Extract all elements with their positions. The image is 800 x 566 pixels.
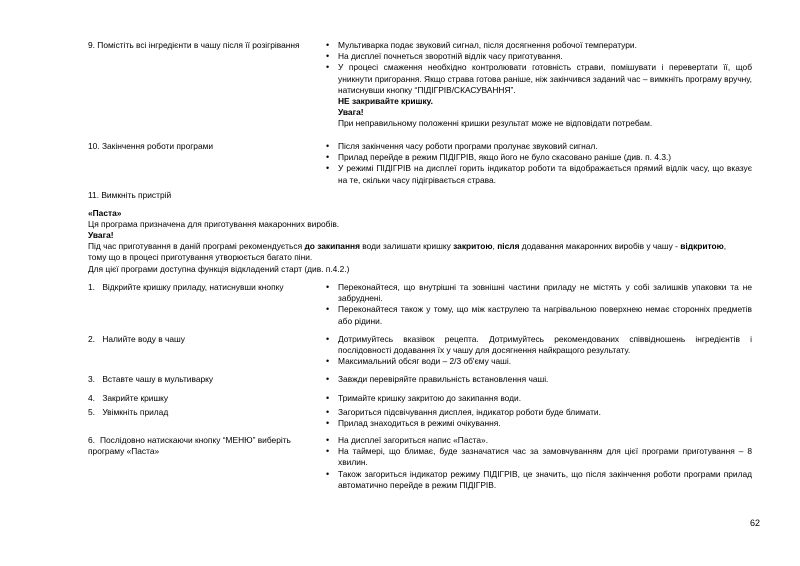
page-number: 62 bbox=[749, 518, 760, 528]
list-item: • У режимі ПІДІГРІВ на дисплеї горить індикатор роботи та відображається прямий відлік часу, що вказує на те, скільки часу підігрівається страва. bbox=[326, 163, 752, 185]
pasta-step-5-label: Увімкніть прилад bbox=[102, 407, 169, 417]
pasta-delayed-start: Для цієї програми доступна функція відкладений старт (див. п.4.2.) bbox=[88, 264, 350, 274]
list-item: • Максимальний обсяг води – 2/3 об'єму чаші. bbox=[326, 356, 512, 367]
pasta-intro: Ця програма призначена для приготування макаронних виробів. bbox=[88, 219, 340, 229]
list-item: • Також загориться індикатор режиму ПІДІГРІВ, це значить, що після закінчення роботи програми прилад автоматично перейде в режим ПІДІГРІВ. bbox=[326, 468, 752, 490]
bullet-icon: • bbox=[326, 152, 330, 163]
list-item: • Прилад перейде в режим ПІДІГРІВ, якщо його не було скасовано раніше (див. п. 4.3.) bbox=[326, 152, 672, 163]
bullet-icon: • bbox=[326, 163, 330, 174]
pasta-warning-text-2: тому що в процесі приготування утворюється багато піни. bbox=[88, 252, 313, 262]
list-item: • На дисплеї почнеться зворотній відлік часу приготування. bbox=[326, 51, 563, 62]
pasta-step-4-row: 4. Закрийте кришку • Тримайте кришку закритою до закипання води. bbox=[88, 393, 752, 404]
step-9-bullets bbox=[326, 40, 752, 96]
list-item: • Завжди перевіряйте правильність встановлення чаші. bbox=[326, 374, 549, 384]
step-10-bullets bbox=[326, 141, 752, 186]
step-10-label: 10. Закінчення роботи програми bbox=[88, 141, 214, 151]
attention-label: Увага! bbox=[338, 107, 364, 118]
pasta-step-1-label: Відкрийте кришку приладу, натиснувши кнопку bbox=[102, 282, 284, 292]
pasta-step-6-label: Послідовно натискаючи кнопку “МЕНЮ” виберіть програму «Паста» bbox=[88, 435, 291, 457]
bullet-icon: • bbox=[326, 446, 330, 457]
no-close-lid-note: НЕ закривайте кришку. bbox=[338, 96, 433, 107]
step-9-row bbox=[88, 40, 752, 130]
bullet-icon: • bbox=[326, 435, 330, 445]
lid-position-note: При неправильному положенні кришки результат може не відповідати потребам. bbox=[338, 118, 653, 129]
bullet-icon: • bbox=[326, 468, 330, 479]
pasta-step-2-row: 2. Налийте воду в чашу • Дотримуйтесь вказівок рецепта. Дотримуйтесь рекомендованих співвідношень інгредієнтів і послідовності додавання їх у чашу для досягнення найкращого результату. • Максимальний обсяг води – 2/3 об'єму чаші. bbox=[88, 334, 752, 367]
list-item: • На таймері, що блимає, буде зазначатися час за замовчуванням для цієї програми приготування – 8 хвилин. bbox=[326, 446, 752, 468]
bullet-icon: • bbox=[326, 356, 330, 367]
bullet-icon: • bbox=[326, 282, 330, 292]
step-10-row bbox=[88, 141, 752, 186]
pasta-step-5-row: 5. Увімкніть прилад • Загориться підсвічування дисплея, індикатор роботи буде блимати. • Прилад знаходиться в режимі очікування. bbox=[88, 407, 752, 429]
pasta-warning-text: Під час приготування в даній програмі рекомендується до закипання води залишати кришку закритою, після додавання макаронних виробів у чашу - відкритою, bbox=[88, 241, 727, 251]
list-item: • Переконайтеся, що внутрішні та зовнішні частини приладу не містять у собі залишків упаковки та не забруднені. bbox=[326, 282, 752, 304]
bullet-icon: • bbox=[326, 334, 330, 344]
bullet-icon: • bbox=[326, 418, 330, 429]
step-11-label: 11. Вимкніть пристрій bbox=[88, 190, 172, 200]
list-item: • У процесі смаження необхідно контролювати готовність страви, помішувати і перевертати її, щоб уникнути пригорання. Якщо страва готова раніше, ніж закінчився заданий час – вимкніть програму вручну, натиснувши кнопку “ПІДІГРІВ/СКАСУВАННЯ”. bbox=[326, 62, 752, 95]
bullet-icon: • bbox=[326, 51, 330, 62]
pasta-step-2-label: Налийте воду в чашу bbox=[102, 334, 185, 344]
list-item: • Тримайте кришку закритою до закипання води. bbox=[326, 393, 522, 403]
pasta-step-3-label: Вставте чашу в мультиварку bbox=[102, 374, 214, 384]
bullet-icon: • bbox=[326, 407, 330, 417]
bullet-icon: • bbox=[326, 141, 330, 151]
list-item: • Дотримуйтесь вказівок рецепта. Дотримуйтесь рекомендованих співвідношень інгредієнтів і послідовності додавання їх у чашу для досягнення найкращого результату. bbox=[326, 334, 752, 356]
pasta-step-3-row: 3. Вставте чашу в мультиварку • Завжди перевіряйте правильність встановлення чаші. bbox=[88, 374, 752, 385]
pasta-warning-label: Увага! bbox=[88, 230, 114, 240]
bullet-icon: • bbox=[326, 374, 330, 384]
pasta-step-1-row: 1. Відкрийте кришку приладу, натиснувши кнопку • Переконайтеся, що внутрішні та зовнішні частини приладу не містять у собі залишків упаковки та не забруднені. • Переконайтеся також у тому, що між каструлею та нагрівальною поверхнею немає сторонніх предметів або рідини. bbox=[88, 282, 752, 326]
bullet-icon: • bbox=[326, 304, 330, 315]
pasta-title: «Паста» bbox=[88, 208, 122, 218]
pasta-step-4-label: Закрийте кришку bbox=[102, 393, 169, 403]
pasta-step-6-row: 6. Послідовно натискаючи кнопку “МЕНЮ” виберіть програму «Паста» • На дисплеї загориться напис «Паста». • На таймері, що блимає, буде зазначатися час за замовчуванням для цієї програми приготування – 8 хвилин. • Також загориться індикатор режиму ПІДІГРІВ, це значить, що після закінчення роботи програми прилад автоматично перейде в режим ПІДІГРІВ. bbox=[88, 435, 752, 490]
step-11-row bbox=[88, 190, 752, 201]
list-item: • Переконайтеся також у тому, що між каструлею та нагрівальною поверхнею немає сторонніх предметів або рідини. bbox=[326, 304, 752, 326]
list-item: • На дисплеї загориться напис «Паста». bbox=[326, 435, 489, 445]
list-item: • Мультиварка подає звуковий сигнал, після досягнення робочої температури. bbox=[326, 40, 637, 50]
step-9-label: 9. Помістіть всі інгредієнти в чашу після її розігрівання bbox=[88, 40, 300, 50]
list-item: • Після закінчення часу роботи програми пролунає звуковий сигнал. bbox=[326, 141, 598, 151]
list-item: • Прилад знаходиться в режимі очікування. bbox=[326, 418, 501, 429]
list-item: • Загориться підсвічування дисплея, індикатор роботи буде блимати. bbox=[326, 407, 601, 417]
bullet-icon: • bbox=[326, 393, 330, 403]
bullet-icon: • bbox=[326, 40, 330, 50]
bullet-icon: • bbox=[326, 62, 330, 73]
